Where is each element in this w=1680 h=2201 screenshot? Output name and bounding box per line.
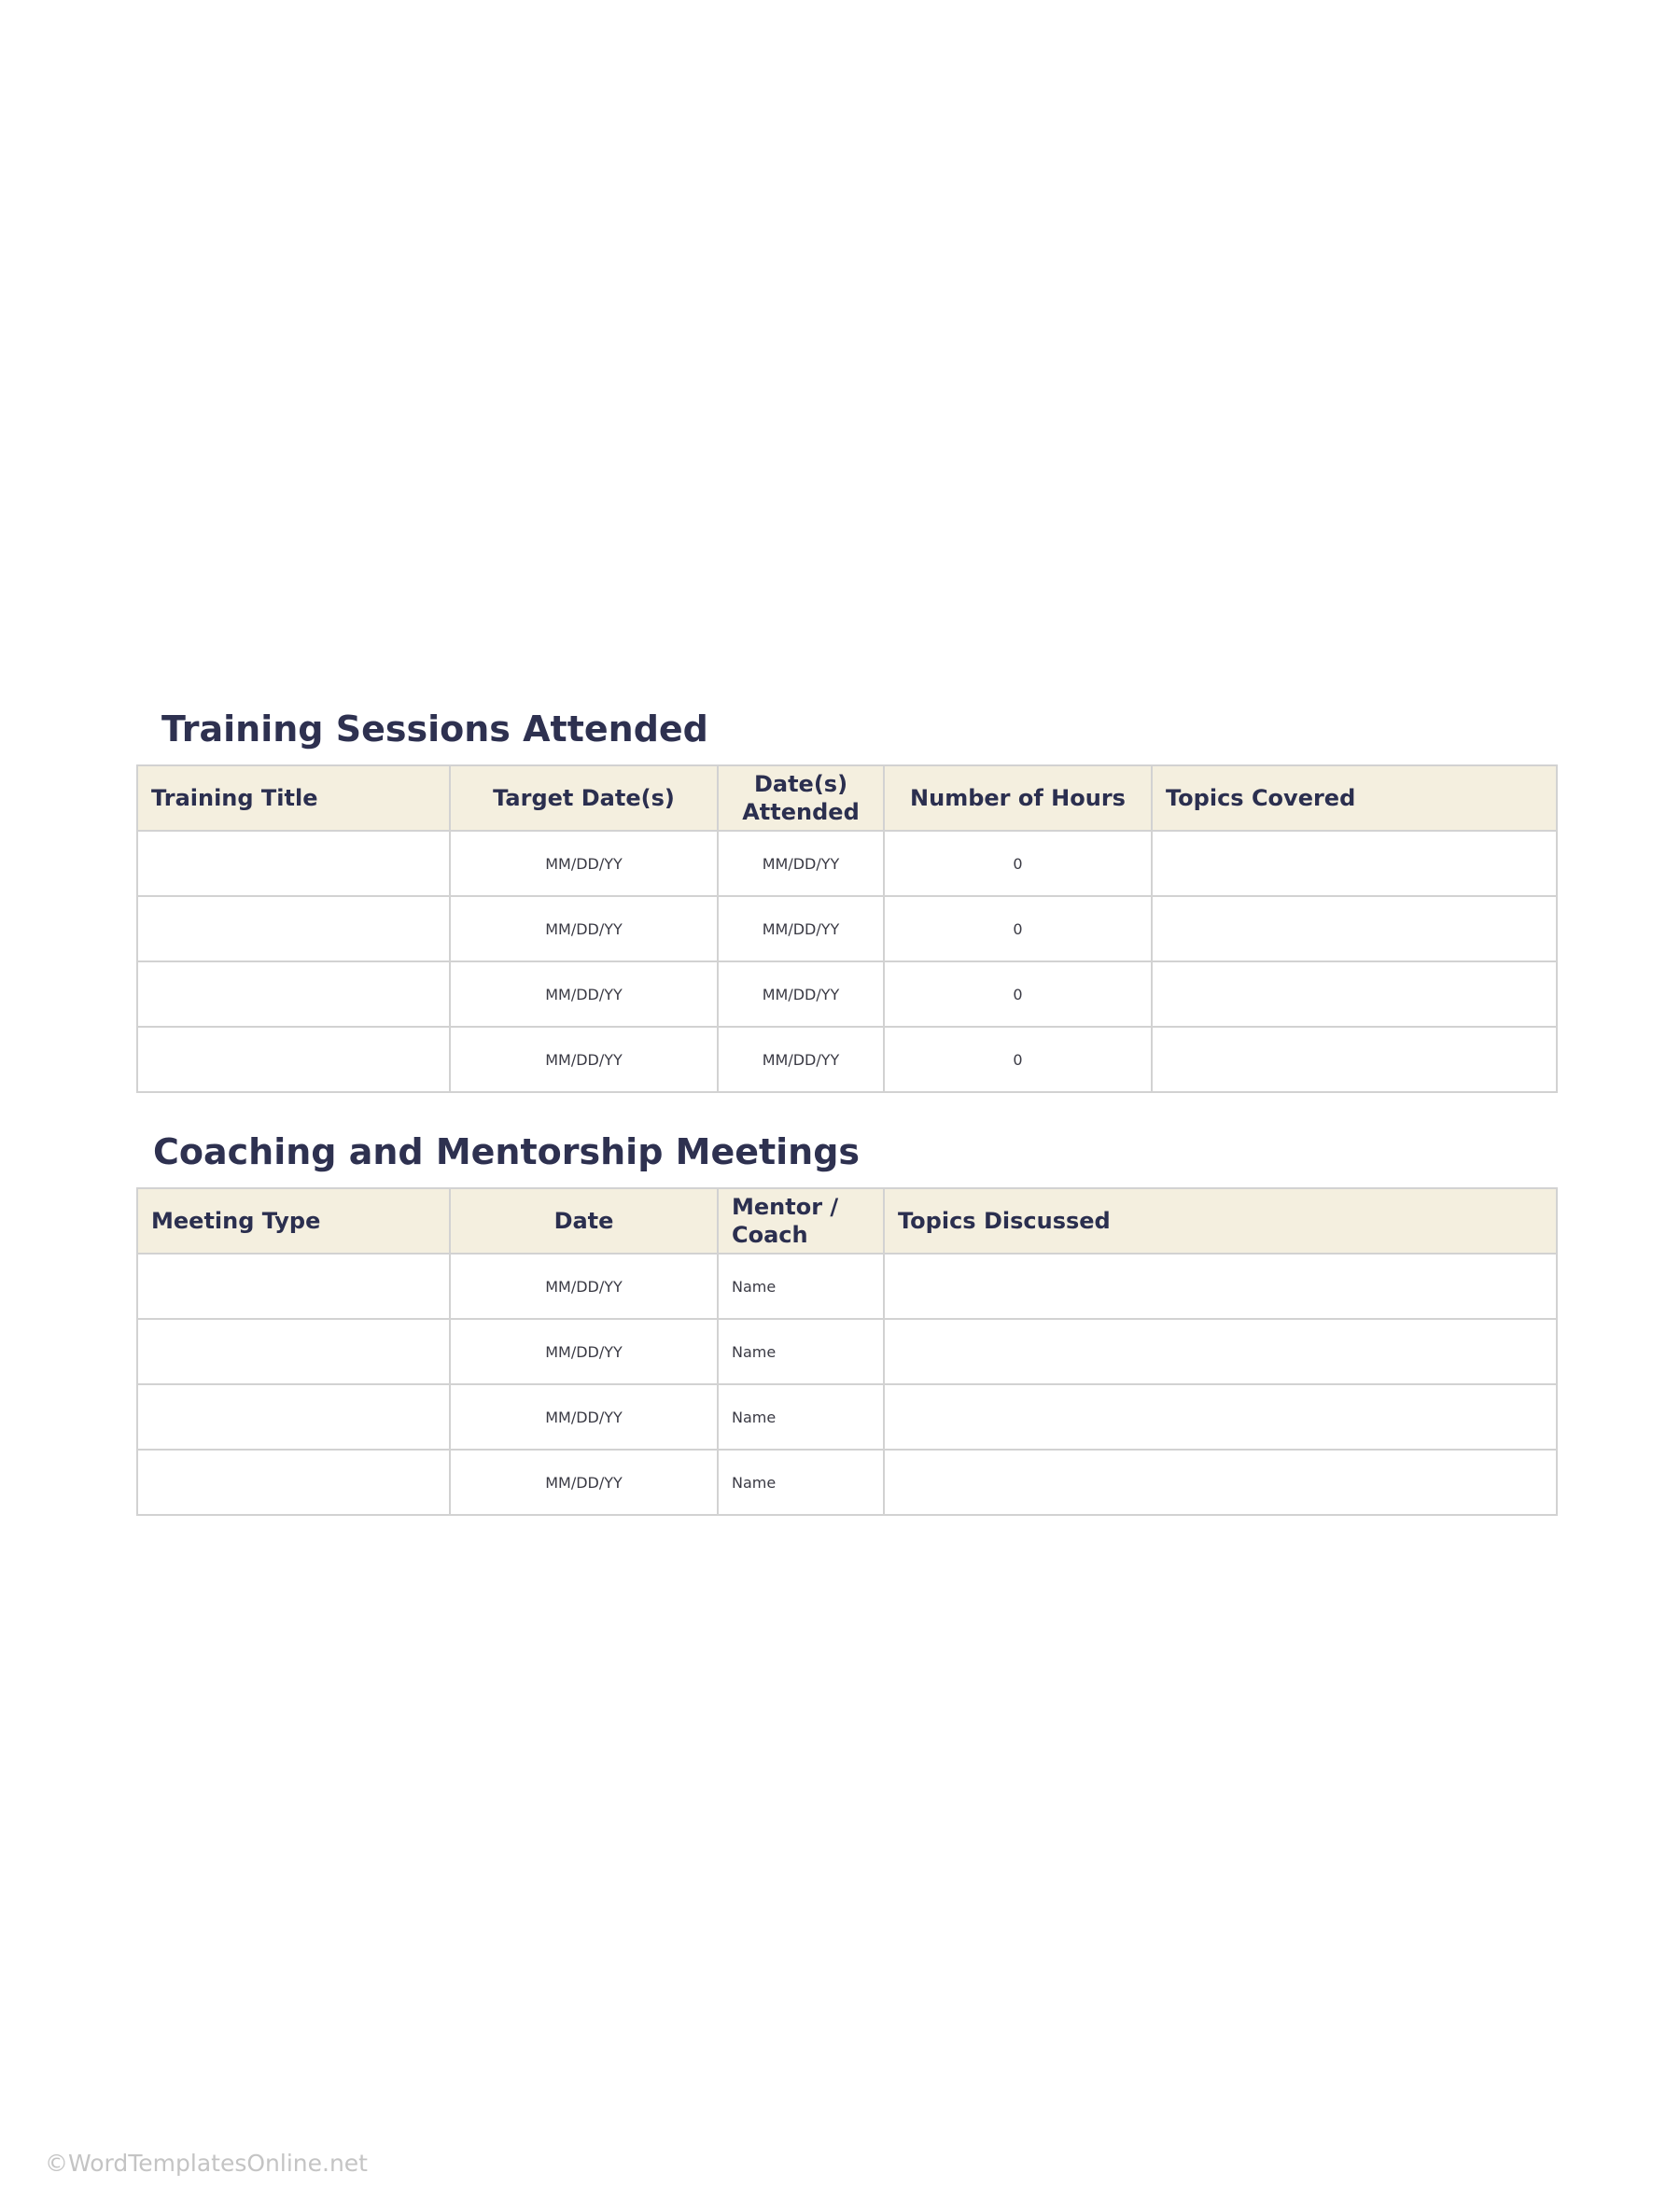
table-row: [137, 831, 1557, 896]
training-title-cell[interactable]: [137, 961, 450, 1027]
table-row: [137, 896, 1557, 961]
topics-discussed-cell[interactable]: [884, 1254, 1557, 1319]
date-attended-cell[interactable]: MM/DD/YY: [718, 1027, 884, 1092]
hours-cell[interactable]: 0: [884, 831, 1152, 896]
meeting-date-cell[interactable]: MM/DD/YY: [450, 1450, 718, 1515]
meeting-type-cell[interactable]: [137, 1319, 450, 1384]
mentor-name-cell[interactable]: Name: [718, 1384, 884, 1450]
header-mentor-coach: Mentor / Coach: [718, 1188, 884, 1254]
table-header-row: [137, 1188, 1557, 1254]
mentor-name-cell[interactable]: Name: [718, 1450, 884, 1515]
hours-cell[interactable]: 0: [884, 896, 1152, 961]
hours-cell[interactable]: 0: [884, 1027, 1152, 1092]
training-sessions-title: Training Sessions Attended: [161, 708, 708, 750]
hours-cell[interactable]: 0: [884, 961, 1152, 1027]
coaching-meetings-title: Coaching and Mentorship Meetings: [153, 1131, 861, 1172]
topics-discussed-cell[interactable]: [884, 1450, 1557, 1515]
mentor-name-cell[interactable]: Name: [718, 1254, 884, 1319]
table-row: [137, 1384, 1557, 1450]
training-title-cell[interactable]: [137, 831, 450, 896]
target-date-cell[interactable]: MM/DD/YY: [450, 831, 718, 896]
header-target-dates: Target Date(s): [450, 765, 718, 831]
meeting-type-cell[interactable]: [137, 1450, 450, 1515]
target-date-cell[interactable]: MM/DD/YY: [450, 961, 718, 1027]
table-row: [137, 1319, 1557, 1384]
topics-discussed-cell[interactable]: [884, 1384, 1557, 1450]
target-date-cell[interactable]: MM/DD/YY: [450, 896, 718, 961]
topics-discussed-cell[interactable]: [884, 1319, 1557, 1384]
table-row: [137, 961, 1557, 1027]
meeting-date-cell[interactable]: MM/DD/YY: [450, 1384, 718, 1450]
table-header-row: [137, 765, 1557, 831]
coaching-meetings-table: [136, 1187, 1558, 1516]
header-topics-discussed: Topics Discussed: [884, 1188, 1557, 1254]
table-row: [137, 1027, 1557, 1092]
meeting-type-cell[interactable]: [137, 1254, 450, 1319]
header-training-title: Training Title: [137, 765, 450, 831]
topics-covered-cell[interactable]: [1152, 1027, 1557, 1092]
topics-covered-cell[interactable]: [1152, 896, 1557, 961]
training-title-cell[interactable]: [137, 1027, 450, 1092]
date-attended-cell[interactable]: MM/DD/YY: [718, 896, 884, 961]
training-title-cell[interactable]: [137, 896, 450, 961]
header-dates-attended: Date(s) Attended: [718, 765, 884, 831]
header-meeting-type: Meeting Type: [137, 1188, 450, 1254]
meeting-date-cell[interactable]: MM/DD/YY: [450, 1254, 718, 1319]
header-date: Date: [450, 1188, 718, 1254]
copyright-watermark: ©WordTemplatesOnline.net: [45, 2150, 368, 2177]
table-row: [137, 1450, 1557, 1515]
mentor-name-cell[interactable]: Name: [718, 1319, 884, 1384]
header-topics-covered: Topics Covered: [1152, 765, 1557, 831]
header-number-of-hours: Number of Hours: [884, 765, 1152, 831]
topics-covered-cell[interactable]: [1152, 831, 1557, 896]
date-attended-cell[interactable]: MM/DD/YY: [718, 961, 884, 1027]
date-attended-cell[interactable]: MM/DD/YY: [718, 831, 884, 896]
training-sessions-table: [136, 764, 1558, 1093]
meeting-type-cell[interactable]: [137, 1384, 450, 1450]
table-row: [137, 1254, 1557, 1319]
meeting-date-cell[interactable]: MM/DD/YY: [450, 1319, 718, 1384]
target-date-cell[interactable]: MM/DD/YY: [450, 1027, 718, 1092]
topics-covered-cell[interactable]: [1152, 961, 1557, 1027]
